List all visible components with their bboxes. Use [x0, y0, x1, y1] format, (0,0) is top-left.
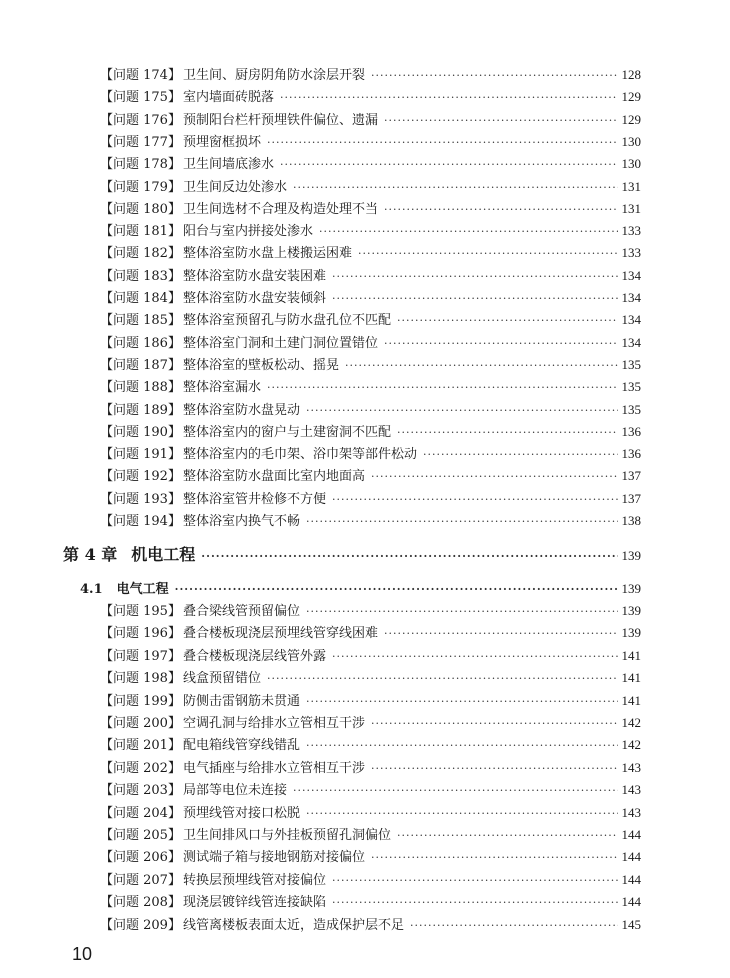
dot-leader [267, 132, 618, 154]
entry-page: 133 [621, 223, 641, 239]
entry-label: 【问题 199】 [100, 693, 181, 709]
section-page: 139 [621, 581, 641, 596]
entry-label: 【问题 198】 [100, 671, 181, 687]
entry-page: 136 [621, 423, 641, 439]
entry-page: 142 [621, 737, 641, 753]
entry-page: 134 [621, 334, 641, 350]
entry-page: 136 [621, 446, 641, 462]
toc-entry[interactable] [100, 399, 641, 421]
entry-label: 【问题 206】 [100, 850, 181, 866]
entry-page: 128 [621, 67, 641, 82]
entry-page: 143 [621, 759, 641, 775]
dot-leader [384, 199, 618, 221]
chapter-page: 139 [621, 548, 641, 563]
dot-leader [410, 915, 618, 937]
toc-entry[interactable] [100, 309, 641, 331]
entry-page: 145 [621, 916, 641, 932]
entry-page: 144 [621, 827, 641, 842]
entry-title: 整体浴室防水盘面比室内地面高 [182, 469, 365, 485]
entry-title: 室内墙面砖脱落 [182, 90, 274, 106]
toc-entry[interactable] [100, 287, 641, 309]
toc-entry[interactable] [100, 869, 641, 891]
entry-title: 整体浴室防水盘安装困难 [182, 268, 326, 284]
dot-leader [332, 489, 618, 511]
entry-title: 转换层预埋线管对接偏位 [182, 872, 326, 888]
dot-leader [397, 310, 618, 332]
entry-label: 【问题 180】 [100, 201, 181, 217]
entry-page: 141 [621, 692, 641, 708]
entry-label: 【问题 203】 [100, 783, 181, 799]
entry-label: 【问题 193】 [100, 491, 181, 507]
entry-label: 【问题 200】 [100, 716, 181, 731]
toc-entry[interactable] [100, 153, 641, 175]
dot-leader [175, 579, 618, 601]
entry-title: 阳台与室内拼接处渗水 [182, 224, 313, 240]
chapter-heading[interactable] [63, 542, 641, 568]
toc-entry[interactable] [100, 622, 641, 644]
dot-leader [319, 221, 618, 243]
page-number: 10 [72, 944, 93, 964]
entry-title: 预埋窗框损坏 [182, 134, 261, 150]
entry-page: 137 [621, 490, 641, 506]
entry-label: 【问题 201】 [100, 738, 181, 754]
entry-title: 整体浴室预留孔与防水盘孔位不匹配 [182, 313, 391, 329]
entry-page: 135 [621, 356, 641, 372]
dot-leader [267, 377, 618, 399]
entry-page: 137 [621, 468, 641, 484]
dot-leader [358, 243, 618, 265]
dot-leader [384, 623, 618, 645]
entry-label: 【问题 181】 [100, 224, 181, 240]
dot-leader [267, 668, 618, 690]
toc-entry[interactable] [100, 86, 641, 108]
toc-entry[interactable] [100, 667, 641, 689]
toc-entry[interactable] [100, 779, 641, 801]
entry-label: 【问题 184】 [100, 291, 181, 306]
toc-entry[interactable] [100, 64, 641, 86]
entry-label: 【问题 178】 [100, 157, 181, 173]
entry-title: 配电箱线管穿线错乱 [182, 738, 300, 754]
entry-label: 【问题 183】 [100, 268, 181, 284]
toc-entry[interactable] [100, 198, 641, 220]
entry-page: 131 [621, 178, 641, 194]
entry-page: 135 [621, 379, 641, 395]
toc-entry[interactable] [100, 824, 641, 846]
entry-page: 133 [621, 245, 641, 261]
entry-title: 测试端子箱与接地钢筋对接偏位 [182, 850, 365, 866]
entry-label: 【问题 196】 [100, 626, 181, 642]
entry-label: 【问题 186】 [100, 335, 181, 351]
entry-title: 叠合楼板现浇层线管外露 [182, 648, 326, 664]
toc-entry[interactable] [100, 757, 641, 779]
entry-page: 143 [621, 804, 641, 820]
entry-title: 预埋线管对接口松脱 [182, 805, 300, 821]
dot-leader [384, 110, 618, 132]
entry-label: 【问题 197】 [100, 648, 181, 664]
entry-title: 卫生间、厨房阴角防水涂层开裂 [182, 68, 365, 83]
entry-label: 【问题 194】 [100, 514, 181, 529]
toc-entry[interactable] [100, 220, 641, 242]
entry-label: 【问题 185】 [100, 313, 181, 329]
section-heading[interactable] [80, 578, 641, 600]
entry-label: 【问题 204】 [100, 805, 181, 821]
entry-label: 【问题 192】 [100, 469, 181, 485]
entry-label: 【问题 177】 [100, 134, 181, 150]
entry-title: 局部等电位未连接 [182, 783, 287, 799]
entry-page: 134 [621, 267, 641, 283]
entry-title: 叠合梁线管预留偏位 [182, 604, 300, 619]
entry-title: 线盒预留错位 [182, 671, 261, 687]
dot-leader [306, 735, 618, 757]
entry-title: 预制阳台栏杆预埋铁件偏位、遗漏 [182, 112, 378, 128]
entry-label: 【问题 179】 [100, 179, 181, 195]
dot-leader [384, 333, 618, 355]
toc-entry[interactable] [100, 510, 641, 532]
section-title: 电气工程 [116, 582, 169, 597]
toc-entry[interactable] [100, 712, 641, 734]
entry-title: 电气插座与给排水立管相互干涉 [182, 760, 365, 776]
dot-leader [306, 803, 618, 825]
entry-title: 整体浴室漏水 [182, 380, 261, 396]
toc-entry[interactable] [100, 465, 641, 487]
entry-page: 143 [621, 782, 641, 798]
chapter-label: 第 4 章 [63, 545, 118, 564]
toc-entry[interactable] [100, 600, 641, 622]
entry-label: 【问题 189】 [100, 402, 181, 418]
entry-label: 【问题 191】 [100, 447, 181, 463]
dot-leader [371, 847, 618, 869]
entry-label: 【问题 202】 [100, 760, 181, 776]
toc-entry[interactable] [100, 376, 641, 398]
entry-title: 整体浴室防水盘安装倾斜 [182, 291, 326, 306]
dot-leader [306, 400, 618, 422]
dot-leader [293, 780, 618, 802]
entry-title: 整体浴室内的毛巾架、浴巾架等部件松动 [182, 447, 417, 463]
entry-title: 整体浴室门洞和土建门洞位置错位 [182, 335, 378, 351]
entry-page: 139 [621, 625, 641, 641]
entry-page: 130 [621, 133, 641, 149]
entry-label: 【问题 205】 [100, 828, 181, 843]
dot-leader [332, 870, 618, 892]
dot-leader [423, 444, 618, 466]
entry-page: 144 [621, 871, 641, 887]
entry-title: 整体浴室防水盘晃动 [182, 402, 300, 418]
section-label: 4.1 [80, 582, 103, 597]
dot-leader [332, 288, 618, 310]
dot-leader [306, 511, 618, 533]
toc-entry[interactable] [100, 734, 641, 756]
entry-page: 135 [621, 401, 641, 417]
entry-title: 现浇层镀锌线管连接缺陷 [182, 895, 326, 911]
entry-label: 【问题 187】 [100, 357, 181, 373]
entry-label: 【问题 190】 [100, 424, 181, 440]
entry-title: 空调孔洞与给排水立管相互干涉 [182, 716, 365, 731]
dot-leader [306, 691, 618, 713]
dot-leader [345, 355, 618, 377]
entry-title: 卫生间反边处渗水 [182, 179, 287, 195]
entry-page: 131 [621, 200, 641, 216]
toc-entry[interactable] [100, 131, 641, 153]
dot-leader [332, 892, 618, 914]
toc-entry[interactable] [100, 265, 641, 287]
toc-entry[interactable] [100, 846, 641, 868]
entry-page: 141 [621, 670, 641, 686]
entry-page: 138 [621, 513, 641, 528]
entry-page: 129 [621, 111, 641, 127]
toc-entry[interactable] [100, 332, 641, 354]
toc-entry[interactable] [100, 443, 641, 465]
entry-title: 卫生间选材不合理及构造处理不当 [182, 201, 378, 217]
dot-leader [280, 87, 618, 109]
toc-entry[interactable] [100, 354, 641, 376]
dot-leader [371, 713, 618, 735]
entry-label: 【问题 209】 [100, 917, 181, 933]
entry-label: 【问题 207】 [100, 872, 181, 888]
entry-title: 卫生间排风口与外挂板预留孔洞偏位 [182, 828, 391, 843]
toc-entry[interactable] [100, 488, 641, 510]
entry-page: 139 [621, 603, 641, 618]
toc-entry[interactable] [100, 109, 641, 131]
dot-leader [293, 177, 618, 199]
toc-entry[interactable] [100, 242, 641, 264]
toc-entry[interactable] [100, 802, 641, 824]
dot-leader [332, 266, 618, 288]
entry-title: 叠合楼板现浇层预埋线管穿线困难 [182, 626, 378, 642]
dot-leader [201, 544, 617, 570]
toc-entry[interactable] [100, 690, 641, 712]
entry-label: 【问题 195】 [100, 604, 181, 619]
chapter-title: 机电工程 [131, 545, 196, 564]
entry-title: 整体浴室的壁板松动、摇晃 [182, 357, 339, 373]
entry-page: 144 [621, 894, 641, 910]
entry-page: 141 [621, 647, 641, 663]
toc-entry[interactable] [100, 891, 641, 913]
entry-label: 【问题 175】 [100, 90, 181, 106]
toc-entry[interactable] [100, 421, 641, 443]
toc-entry[interactable] [100, 914, 641, 936]
entry-title: 卫生间墙底渗水 [182, 157, 274, 173]
dot-leader [280, 154, 618, 176]
entry-page: 134 [621, 290, 641, 305]
entry-label: 【问题 176】 [100, 112, 181, 128]
entry-title: 整体浴室内的窗户与土建窗洞不匹配 [182, 424, 391, 440]
toc-entry[interactable] [100, 176, 641, 198]
entry-page: 144 [621, 849, 641, 865]
toc-entry[interactable] [100, 645, 641, 667]
entry-title: 整体浴室管井检修不方便 [182, 491, 326, 507]
entry-label: 【问题 182】 [100, 246, 181, 262]
dot-leader [397, 825, 618, 847]
dot-leader [332, 646, 618, 668]
dot-leader [371, 65, 618, 87]
entry-page: 130 [621, 156, 641, 172]
entry-page: 129 [621, 89, 641, 105]
dot-leader [306, 601, 618, 623]
entry-title: 整体浴室内换气不畅 [182, 514, 300, 529]
entry-label: 【问题 174】 [100, 68, 181, 83]
entry-title: 线管离楼板表面太近，造成保护层不足 [182, 917, 404, 933]
dot-leader [371, 466, 618, 488]
entry-title: 防侧击雷钢筋未贯通 [182, 693, 300, 709]
entry-page: 134 [621, 312, 641, 328]
entry-page: 142 [621, 715, 641, 730]
entry-label: 【问题 188】 [100, 380, 181, 396]
dot-leader [371, 758, 618, 780]
dot-leader [397, 422, 618, 444]
entry-label: 【问题 208】 [100, 895, 181, 911]
entry-title: 整体浴室防水盘上楼搬运困难 [182, 246, 352, 262]
